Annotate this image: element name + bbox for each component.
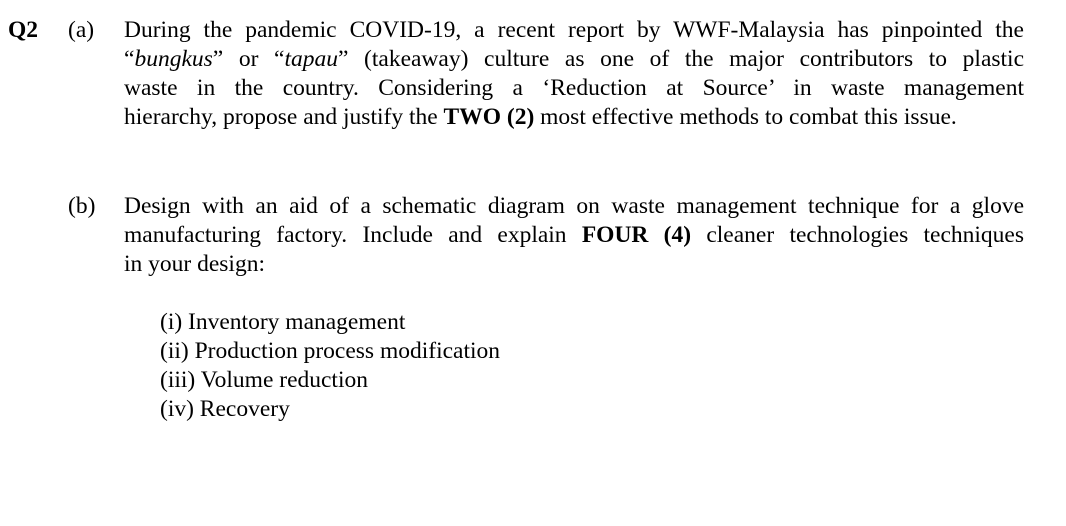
list-item: (i) Inventory management xyxy=(160,309,406,335)
part-a-line-4 xyxy=(124,103,1024,132)
term-tapau: tapau xyxy=(284,46,338,72)
part-b-line-2-post: cleaner technologies techniques xyxy=(691,222,1024,248)
list-item: (ii) Production process modification xyxy=(160,338,501,364)
part-b-emphasis: FOUR (4) xyxy=(581,222,692,248)
list-item: (iv) Recovery xyxy=(160,396,290,422)
part-a-text xyxy=(124,16,1024,132)
part-b-line-2-pre: manufacturing factory. Include and explain xyxy=(124,222,582,248)
part-a-line-4-post: most effective methods to combat this issue. xyxy=(534,104,957,130)
part-a-line-2-rest: ” (takeaway) culture as one of the major contributors to plastic xyxy=(337,46,1025,72)
part-b-label: (b) xyxy=(68,193,96,219)
part-b-line-2 xyxy=(124,221,1024,250)
part-b-line-1: Design with an aid of a schematic diagram on waste management technique for a glove xyxy=(124,193,1024,219)
part-a-emphasis: TWO (2) xyxy=(443,104,535,130)
part-b-line-3: in your design: xyxy=(124,251,265,277)
term-bungkus: bungkus xyxy=(134,46,213,72)
list-item: (iii) Volume reduction xyxy=(160,367,368,393)
part-a-label: (a) xyxy=(68,17,95,43)
question-number: Q2 xyxy=(8,17,39,43)
part-a-line-4-pre: hierarchy, propose and justify the xyxy=(124,104,444,130)
quote-or: ” or “ xyxy=(212,46,285,72)
part-b-text xyxy=(124,192,1024,279)
part-a-line-3: waste in the country. Considering a ‘Reduction at Source’ in waste management xyxy=(124,75,1024,101)
part-a-line-1: During the pandemic COVID-19, a recent report by WWF-Malaysia has pinpointed the xyxy=(124,17,1024,43)
part-a-line-2 xyxy=(124,45,1024,74)
open-quote: “ xyxy=(124,46,135,72)
technique-list xyxy=(160,308,500,424)
